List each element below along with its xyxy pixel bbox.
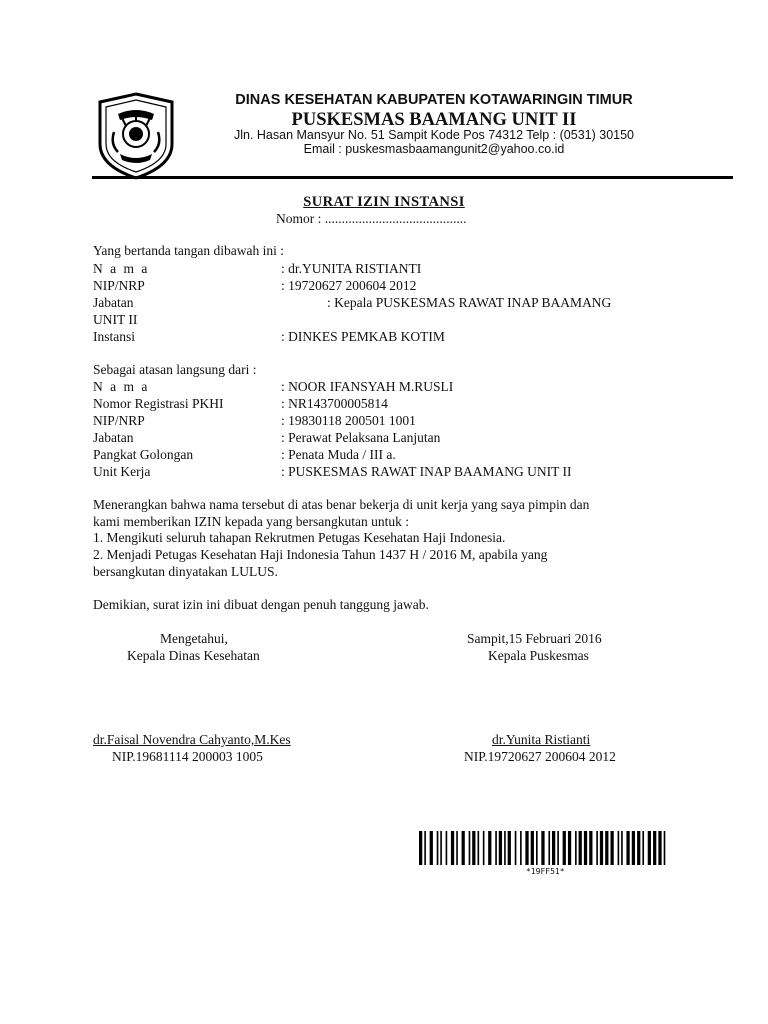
subject-unit-label: Unit Kerja: [93, 464, 151, 479]
barcode-bar: [456, 831, 458, 865]
barcode-bar: [589, 831, 592, 865]
letterhead-agency: DINAS KESEHATAN KABUPATEN KOTAWARINGIN TIMUR: [235, 92, 633, 108]
left-signature-heading-2: Kepala Dinas Kesehatan: [127, 648, 260, 663]
barcode-icon: [419, 831, 669, 865]
barcode-bar: [610, 831, 613, 865]
signer-position-cont: UNIT II: [93, 312, 138, 327]
barcode-bar: [508, 831, 511, 865]
barcode-bar: [424, 831, 426, 865]
letterhead-unit: PUSKESMAS BAAMANG UNIT II: [291, 110, 577, 130]
barcode-bar: [515, 831, 517, 865]
subject-rank-value: : Penata Muda / III a.: [281, 447, 396, 462]
barcode-bar: [575, 831, 577, 865]
subject-name-label: N a m a: [93, 379, 150, 394]
barcode-bar: [536, 831, 538, 865]
barcode-bar: [478, 831, 480, 865]
barcode-bar: [488, 831, 491, 865]
barcode-bar: [430, 831, 433, 865]
document-title: SURAT IZIN INSTANSI: [303, 194, 465, 210]
statement-item-1: 1. Mengikuti seluruh tahapan Rekrutmen Petugas Kesehatan Haji Indonesia.: [93, 530, 506, 545]
subject-position-label: Jabatan: [93, 430, 134, 445]
barcode-bar: [499, 831, 502, 865]
closing-text: Demikian, surat izin ini dibuat dengan penuh tanggung jawab.: [93, 597, 429, 612]
superior-intro: Sebagai atasan langsung dari :: [93, 362, 257, 377]
right-signer-name: dr.Yunita Ristianti: [492, 732, 591, 747]
signer-agency-value: : DINKES PEMKAB KOTIM: [281, 329, 445, 344]
letterhead-divider: [92, 176, 733, 179]
barcode-bar: [548, 831, 550, 865]
barcode-bar: [658, 831, 661, 865]
signer-position-value: : Kepala PUSKESMAS RAWAT INAP BAAMANG: [327, 295, 612, 310]
barcode-bar: [495, 831, 497, 865]
barcode-bar: [504, 831, 506, 865]
barcode-bar: [664, 831, 666, 865]
right-signer-nip: NIP.19720627 200604 2012: [464, 749, 616, 764]
barcode-bar: [579, 831, 582, 865]
barcode-bar: [618, 831, 620, 865]
signer-position-label: Jabatan: [93, 295, 134, 310]
barcode-bar: [440, 831, 442, 865]
barcode-bar: [584, 831, 587, 865]
signer-name-value: : dr.YUNITA RISTIANTI: [281, 261, 422, 276]
left-signer-name: dr.Faisal Novendra Cahyanto,M.Kes: [93, 732, 291, 747]
barcode-bar: [605, 831, 608, 865]
barcode-bar: [600, 831, 603, 865]
signer-agency-label: Instansi: [93, 329, 135, 344]
document-number: Nomor : ..........................................: [276, 211, 467, 226]
statement-item-2-cont: bersangkutan dinyatakan LULUS.: [93, 564, 278, 579]
barcode-bar: [568, 831, 571, 865]
subject-name-value: : NOOR IFANSYAH M.RUSLI: [281, 379, 454, 394]
barcode-bar: [483, 831, 485, 865]
subject-reg-value: : NR143700005814: [281, 396, 388, 411]
barcode-bar: [596, 831, 598, 865]
barcode-bar: [531, 831, 534, 865]
barcode-bar: [446, 831, 448, 865]
barcode-bar: [472, 831, 475, 865]
signer-nip-value: : 19720627 200604 2012: [281, 278, 417, 293]
barcode-bar: [469, 831, 471, 865]
barcode-bar: [419, 831, 422, 865]
statement-item-2: 2. Menjadi Petugas Kesehatan Haji Indonesia Tahun 1437 H / 2016 M, apabila yang: [93, 547, 548, 562]
left-signer-nip: NIP.19681114 200003 1005: [112, 749, 263, 764]
right-signature-heading-1: Sampit,15 Februari 2016: [467, 631, 602, 646]
barcode-bar: [541, 831, 544, 865]
subject-nip-value: : 19830118 200501 1001: [281, 413, 416, 428]
right-signature-heading-2: Kepala Puskesmas: [488, 648, 589, 663]
subject-position-value: : Perawat Pelaksana Lanjutan: [281, 430, 441, 445]
barcode-bar: [653, 831, 656, 865]
letterhead-email: Email : puskesmasbaamangunit2@yahoo.co.id: [303, 142, 565, 156]
subject-reg-label: Nomor Registrasi PKHI: [93, 396, 224, 411]
barcode-bar: [557, 831, 559, 865]
barcode-bar: [648, 831, 651, 865]
signer-name-label: N a m a: [93, 261, 150, 276]
subject-rank-label: Pangkat Golongan: [93, 447, 194, 462]
barcode-bar: [437, 831, 439, 865]
signer-nip-label: NIP/NRP: [93, 278, 145, 293]
barcode-bar: [626, 831, 629, 865]
barcode-bar: [520, 831, 522, 865]
barcode-bar: [552, 831, 555, 865]
barcode-bar: [637, 831, 640, 865]
barcode-bar: [525, 831, 528, 865]
subject-unit-value: : PUSKESMAS RAWAT INAP BAAMANG UNIT II: [281, 464, 572, 479]
intro-text: Yang bertanda tangan dibawah ini :: [93, 243, 284, 258]
letterhead-address: Jln. Hasan Mansyur No. 51 Sampit Kode Pos 74312 Telp : (0531) 30150: [233, 128, 634, 142]
statement-line-1: Menerangkan bahwa nama tersebut di atas benar bekerja di unit kerja yang saya pimpin dan: [93, 497, 590, 512]
statement-line-2: kami memberikan IZIN kepada yang bersangkutan untuk :: [93, 514, 410, 529]
barcode-bar: [462, 831, 465, 865]
barcode-bar: [642, 831, 644, 865]
left-signature-heading-1: Mengetahui,: [160, 631, 228, 646]
barcode-bar: [451, 831, 454, 865]
barcode-bar: [563, 831, 566, 865]
barcode-bar: [621, 831, 623, 865]
barcode-bar: [632, 831, 635, 865]
subject-nip-label: NIP/NRP: [93, 413, 145, 428]
barcode-text: *19FF51*: [526, 867, 565, 876]
